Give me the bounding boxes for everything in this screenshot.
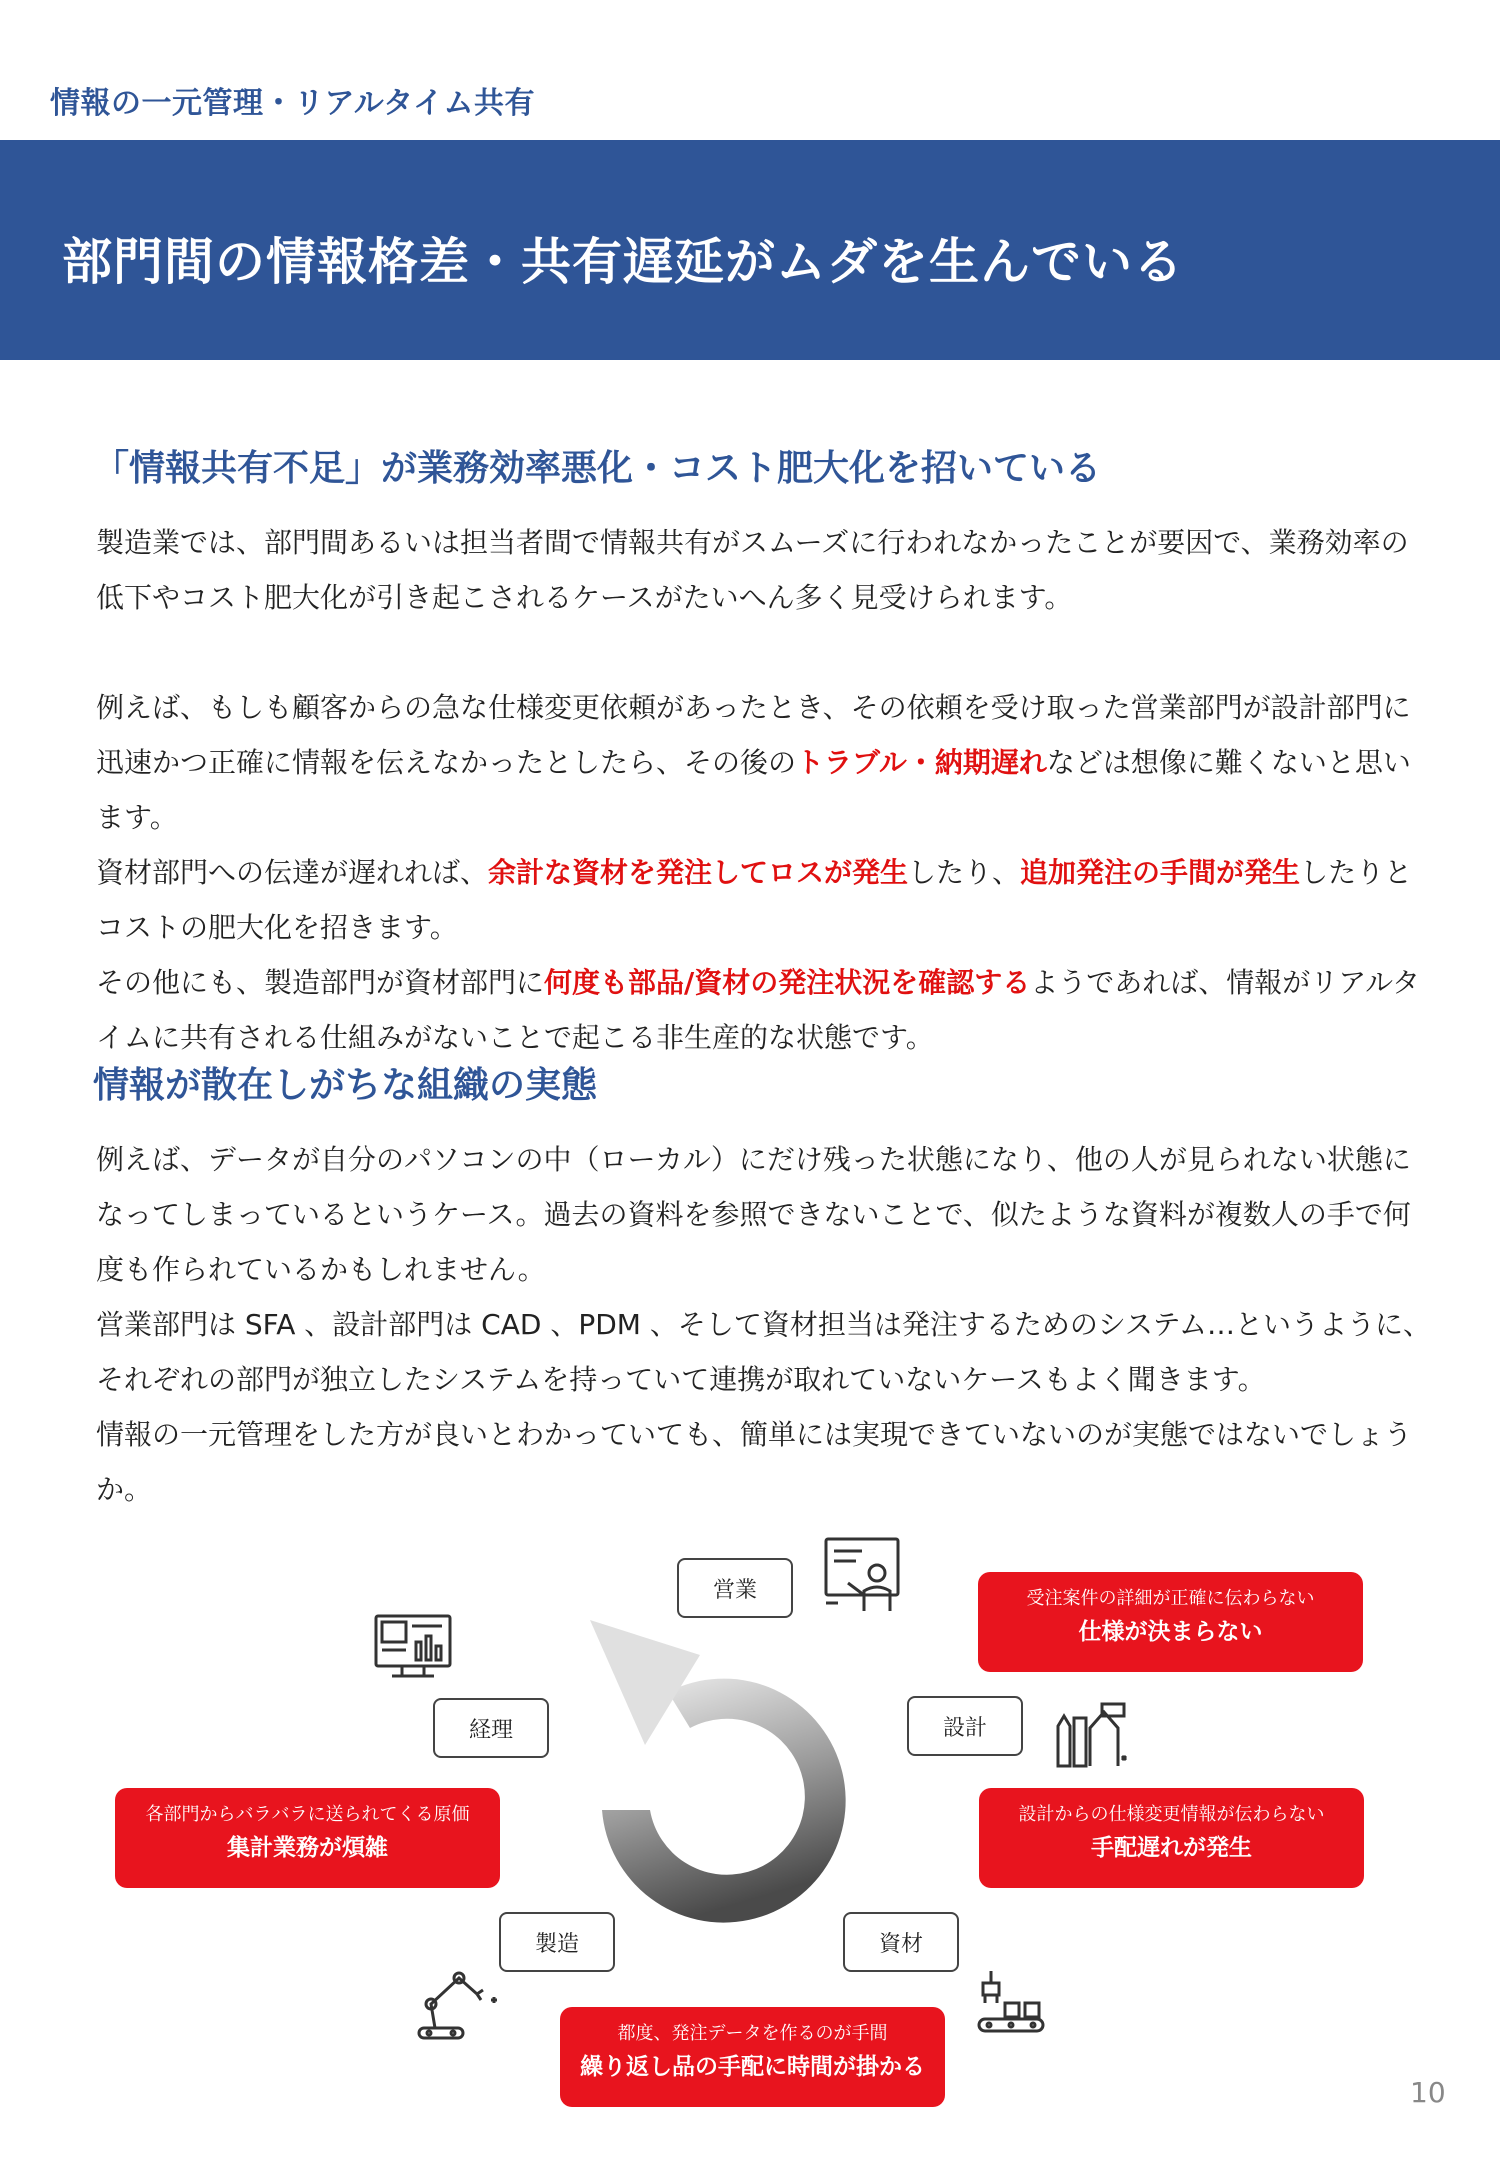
conveyor-icon [975, 1967, 1047, 2035]
dept-accounting: 経理 [433, 1698, 549, 1758]
issue-design: 設計からの仕様変更情報が伝わらない 手配遅れが発生 [979, 1788, 1364, 1888]
highlight-loss: 余計な資材を発注してロスが発生 [488, 856, 909, 889]
issue-sales: 受注案件の詳細が正確に伝わらない 仕様が決まらない [978, 1572, 1363, 1672]
highlight-extra-order: 追加発注の手間が発生 [1020, 856, 1301, 889]
section2-paragraph-1: 例えば、データが自分のパソコンの中（ローカル）にだけ残った状態になり、他の人が見られない状態になってしまっているというケース。過去の資料を参照できないことで、似たような資料が複数人の手で何度も作られているかもしれません。 [96, 1143, 1411, 1286]
title-banner [0, 140, 1500, 360]
section1-paragraph-4: その他にも、製造部門が資材部門に何度も部品/資材の発注状況を確認するようであれば、情報がリアルタイムに共有される仕組みがないことで起こる非生産的な状態です。 [96, 966, 1421, 1054]
section2-paragraph-2: 営業部門は SFA 、設計部門は CAD 、PDM 、そして資材担当は発注するためのシステム…というように、それぞれの部門が独立したシステムを持っていて連携が取れていないケースもよく聞きます。 [96, 1308, 1432, 1396]
robot-arm-icon [415, 1958, 501, 2042]
highlight-trouble: トラブル・納期遅れ [796, 746, 1047, 779]
issue-materials: 都度、発注データを作るのが手間 繰り返し品の手配に時間が掛かる [560, 2007, 945, 2107]
section2-heading: 情報が散在しがちな組織の実態 [93, 1065, 598, 1106]
page-number: 10 [1410, 2076, 1446, 2109]
section2-body [96, 1132, 1436, 1517]
dept-design: 設計 [907, 1696, 1023, 1756]
section2-paragraph-3: 情報の一元管理をした方が良いとわかっていても、簡単には実現できていないのが実態ではないでしょうか。 [96, 1418, 1413, 1506]
issue-accounting: 各部門からバラバラに送られてくる原価 集計業務が煩雑 [115, 1788, 500, 1888]
section-label: 情報の一元管理・リアルタイム共有 [50, 86, 535, 121]
dept-sales: 営業 [677, 1558, 793, 1618]
dept-materials: 資材 [843, 1912, 959, 1972]
section1-paragraph-1: 製造業では、部門間あるいは担当者間で情報共有がスムーズに行われなかったことが要因で、業務効率の低下やコスト肥大化が引き起こされるケースがたいへん多く見受けられます。 [96, 526, 1409, 614]
dept-manufacturing: 製造 [499, 1912, 615, 1972]
dashboard-icon [372, 1612, 454, 1682]
section1-heading: 「情報共有不足」が業務効率悪化・コスト肥大化を招いている [93, 448, 1102, 489]
presentation-icon [822, 1535, 902, 1615]
design-tools-icon [1052, 1698, 1130, 1770]
section1-paragraph-2: 例えば、もしも顧客からの急な仕様変更依頼があったとき、その依頼を受け取った営業部門が設計部門に迅速かつ正確に情報を伝えなかったとしたら、その後のトラブル・納期遅れなどは想像に難くないと思います。 [96, 691, 1411, 834]
page-title: 部門間の情報格差・共有遅延がムダを生んでいる [62, 233, 1184, 291]
section1-body [96, 515, 1436, 1065]
cycle-arrow-icon [550, 1600, 910, 1960]
section1-paragraph-3: 資材部門への伝達が遅れれば、余計な資材を発注してロスが発生したり、追加発注の手間が発生したりとコストの肥大化を招きます。 [96, 856, 1413, 944]
highlight-order-check: 何度も部品/資材の発注状況を確認する [544, 966, 1031, 999]
